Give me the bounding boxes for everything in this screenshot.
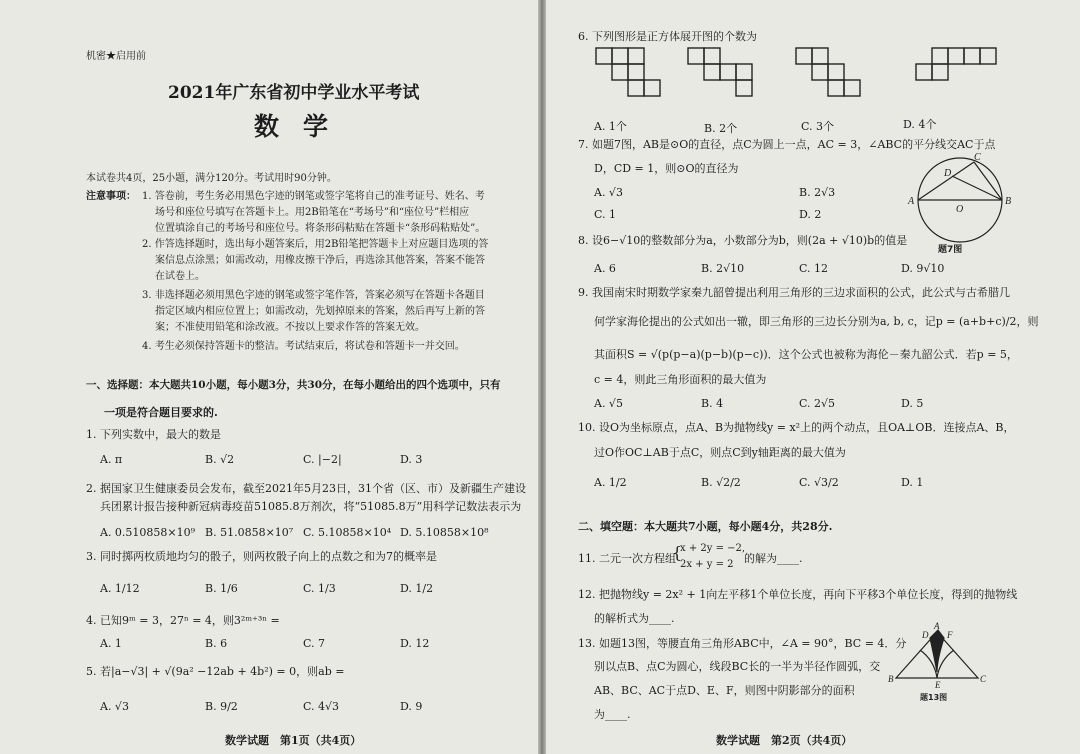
question-stem: 9. 我国南宋时期数学家秦九韶曾提出利用三角形的三边求面积的公式，此公式与古希腊几 (578, 286, 1010, 299)
option-b: B. √2 (205, 453, 235, 466)
question-stem: 13. 如题13图，等腰直角三角形ABC中，∠A = 90°，BC = 4．分 (578, 637, 907, 650)
option-a: A. 1/2 (594, 476, 627, 489)
figure-q7 (908, 152, 1028, 255)
point-label: C (980, 674, 987, 684)
exam-page-1 (0, 0, 538, 754)
question-stem: 12. 把抛物线y = 2x² + 1向左平移1个单位长度，再向下平移3个单位长度，得到的抛物线 (578, 588, 1018, 601)
question-stem: c = 4，则此三角形面积的最大值为 (594, 373, 767, 386)
point-label: C (974, 152, 981, 163)
notice-line: 在试卷上。 (155, 271, 205, 282)
notice-label: 注意事项： (86, 191, 136, 202)
option-a: A. √3 (100, 700, 129, 713)
option-a: A. 1 (100, 637, 122, 650)
option-d: D. 4个 (903, 118, 937, 131)
page-footer: 数学试题 第2页（共4页） (716, 734, 853, 747)
point-label: A (908, 196, 915, 207)
option-b: B. 2个 (704, 122, 738, 135)
option-c: C. √3/2 (799, 476, 839, 489)
option-b: B. 6 (205, 637, 228, 650)
option-b: B. 2√10 (701, 262, 745, 275)
point-label: F (947, 630, 953, 640)
question-stem: 的解析式为____. (594, 612, 675, 625)
option-b: B. 1/6 (205, 582, 238, 595)
question-stem: 为____. (594, 708, 631, 721)
option-a: A. 6 (594, 262, 616, 275)
option-a: A. 1/12 (100, 582, 140, 595)
question-stem: 何学家海伦提出的公式如出一辙，即三角形的三边长分别为a, b, c，记p = (a+b+c)/2，则 (594, 315, 1039, 328)
point-label: D (944, 168, 952, 179)
notice-line: 1. 答卷前，考生务必用黑色字迹的钢笔或签字笔将自己的准考证号、姓名、考 (142, 191, 485, 202)
figure-q13 (888, 620, 1002, 702)
option-d: D. 9 (400, 700, 423, 713)
question-stem: 2. 据国家卫生健康委员会发布，截至2021年5月23日，31个省（区、市）及新疆生产建设 (86, 482, 526, 495)
notice-line: 3. 非选择题必须用黑色字迹的钢笔或签字笔作答，答案必须写在答题卡各题目 (142, 290, 485, 301)
option-d: D. 9√10 (901, 262, 945, 275)
option-a: A. √3 (594, 186, 623, 199)
option-d: D. 12 (400, 637, 430, 650)
point-label: E (935, 680, 941, 690)
option-c: C. 2√5 (799, 397, 836, 410)
figure-label: 题13图 (920, 693, 948, 702)
option-b: B. 9/2 (205, 700, 238, 713)
answer-blank-text: 的解为____. (744, 552, 803, 565)
option-c: C. 1 (594, 208, 617, 221)
option-a: A. 0.510858×10⁹ (100, 526, 196, 539)
option-d: D. 1 (901, 476, 924, 489)
option-d: D. 5.10858×10⁸ (400, 526, 489, 539)
exam-page-2 (546, 0, 1080, 754)
subject-title: 数学 (254, 112, 353, 141)
page-binding-gutter (538, 0, 546, 754)
notice-line: 位置填涂自己的考场号和座位号。将条形码粘贴在答题卡“条形码粘贴处”。 (155, 223, 486, 234)
point-label: B (888, 674, 894, 684)
option-d: D. 5 (901, 397, 924, 410)
secret-label: 机密★启用前 (86, 51, 146, 62)
question-stem: 3. 同时掷两枚质地均匀的骰子，则两枚骰子向上的点数之和为7的概率是 (86, 550, 437, 563)
option-b: B. 2√3 (799, 186, 836, 199)
option-b: B. 51.0858×10⁷ (205, 526, 294, 539)
question-stem: 11. 二元一次方程组 (578, 552, 676, 565)
question-stem: 1. 下列实数中，最大的数是 (86, 428, 221, 441)
exam-title: 2021年广东省初中学业水平考试 (168, 83, 420, 103)
notice-line: 案信息点涂黑；如需改动，用橡皮擦干净后，再选涂其他答案，答案不能答 (155, 255, 485, 266)
option-a: A. √5 (594, 397, 623, 410)
equation-line: 2x + y = 2 (680, 559, 734, 570)
question-stem: 别以点B、点C为圆心，线段BC长的一半为半径作圆弧，交 (594, 660, 881, 673)
notice-line: 4. 考生必须保持答题卡的整洁。考试结束后，将试卷和答题卡一并交回。 (142, 341, 465, 352)
question-stem: 过O作OC⊥AB于点C，则点C到y轴距离的最大值为 (594, 446, 846, 459)
option-d: D. 2 (799, 208, 822, 221)
option-c: C. 12 (799, 262, 829, 275)
question-stem: 10. 设O为坐标原点，点A、B为抛物线y = x²上的两个动点，且OA⊥OB．连接点A、B， (578, 421, 1015, 434)
question-stem: 5. 若|a−√3| + √(9a² −12ab + 4b²) = 0，则ab = (86, 665, 345, 678)
question-stem: 兵团累计报告接种新冠病毒疫苗51085.8万剂次，将“51085.8万”用科学记数法表示为 (100, 500, 522, 513)
option-b: B. 4 (701, 397, 724, 410)
question-stem: 8. 设6−√10的整数部分为a，小数部分为b，则(2a + √10)b的值是 (578, 234, 908, 247)
figure-label: 题7图 (938, 245, 963, 255)
option-c: C. 7 (303, 637, 326, 650)
question-stem: 4. 已知9ᵐ = 3，27ⁿ = 4，则3²ᵐ⁺³ⁿ = (86, 614, 280, 627)
section-2-heading: 二、填空题：本大题共7小题，每小题4分，共28分. (578, 520, 833, 533)
cube-net-figures (596, 48, 1046, 114)
notice-line: 场号和座位号填写在答题卡上。用2B铅笔在“考场号”和“座位号”栏相应 (155, 207, 470, 218)
page-footer: 数学试题 第1页（共4页） (225, 734, 362, 747)
option-d: D. 1/2 (400, 582, 434, 595)
point-label: O (956, 204, 964, 215)
question-stem: 6. 下列图形是正方体展开图的个数为 (578, 30, 757, 43)
question-stem: 7. 如题7图，AB是⊙O的直径，点C为圆上一点，AC = 3，∠ABC的平分线交AC于点 (578, 138, 996, 151)
section-1-heading: 一、选择题：本大题共10小题，每小题3分，共30分，在每小题给出的四个选项中，只有 (86, 379, 501, 391)
option-c: C. 3个 (801, 120, 835, 133)
question-stem: D，CD = 1，则⊙O的直径为 (594, 162, 739, 175)
equation-line: x + 2y = −2, (680, 543, 746, 554)
notice-line: 2. 作答选择题时，选出每小题答案后，用2B铅笔把答题卡上对应题目选项的答 (142, 239, 489, 250)
option-c: C. 4√3 (303, 700, 340, 713)
point-label: A (934, 621, 940, 631)
point-label: D (922, 630, 929, 640)
brace: { (672, 543, 683, 562)
point-label: B (1005, 196, 1012, 207)
notice-line: 指定区域内相应位置上；如需改动，先划掉原来的答案，然后再写上新的答 (155, 306, 485, 317)
option-c: C. |−2| (303, 453, 342, 466)
option-c: C. 5.10858×10⁴ (303, 526, 392, 539)
option-d: D. 3 (400, 453, 423, 466)
option-a: A. π (100, 453, 123, 466)
option-b: B. √2/2 (701, 476, 741, 489)
option-c: C. 1/3 (303, 582, 336, 595)
section-1-heading: 一项是符合题目要求的. (104, 406, 218, 419)
notice-line: 案；不准使用铅笔和涂改液。不按以上要求作答的答案无效。 (155, 322, 425, 333)
question-stem: AB、BC、AC于点D、E、F，则图中阴影部分的面积 (594, 684, 855, 697)
option-a: A. 1个 (594, 120, 627, 133)
exam-info: 本试卷共4页，25小题，满分120分。考试用时90分钟。 (86, 173, 337, 184)
question-stem: 其面积S = √(p(p−a)(p−b)(p−c))．这个公式也被称为海伦－秦九韶公式．若p = 5， (594, 348, 1018, 361)
